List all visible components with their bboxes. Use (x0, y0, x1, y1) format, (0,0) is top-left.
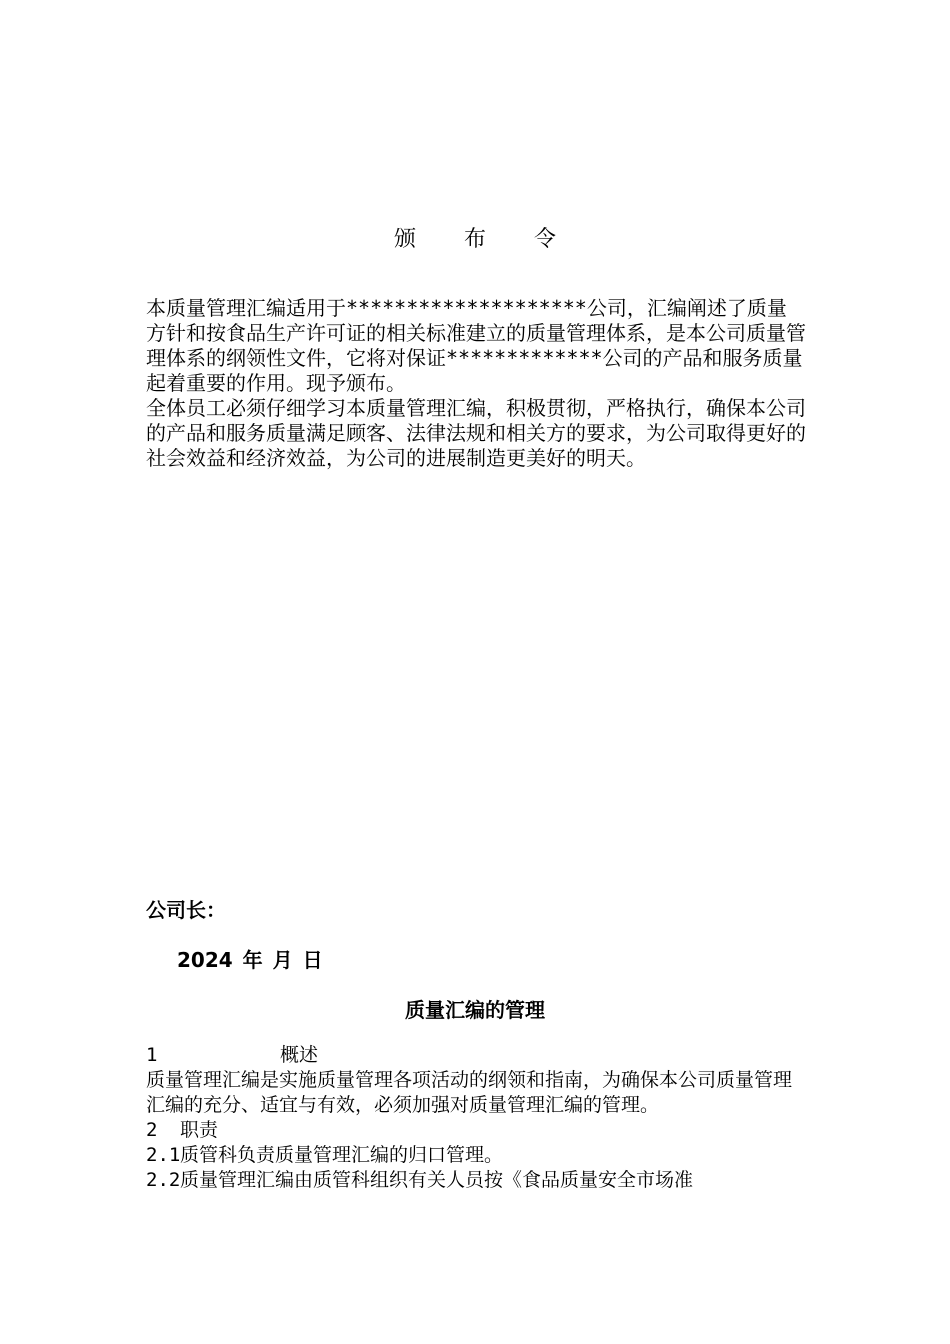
decree-title-char-3: 令 (534, 227, 557, 252)
section-title: 质量汇编的管理 (405, 998, 545, 1022)
decree-paragraph-2: 全体员工必须仔细学习本质量管理汇编，积极贯彻，严格执行，确保本公司的产品和服务质量满足顾客、法律法规和相关方的要求，为公司取得更好的社会效益和经济效益，为公司的进展制造更美好的明天。 (146, 396, 806, 470)
item-2-1 (146, 1143, 806, 1168)
decree-title-char-2: 布 (463, 227, 486, 252)
decree-title-char-1: 颁 (393, 227, 416, 252)
heading-2-number: 2 (146, 1119, 158, 1141)
heading-2 (146, 1118, 806, 1143)
item-2-2-number: 2.2 (146, 1169, 181, 1191)
decree-title (0, 222, 950, 253)
item-2-2 (146, 1168, 806, 1193)
heading-2-title: 职责 (180, 1119, 219, 1141)
item-2-1-text: 质管科负责质量管理汇编的归口管理。 (180, 1144, 504, 1166)
heading-1-number: 1 (146, 1044, 158, 1066)
decree-date (177, 944, 333, 973)
section-body (146, 1043, 806, 1193)
date-month-unit: 月 (272, 948, 293, 972)
signer-label: 公司长： (146, 898, 226, 922)
decree-paragraph-1: 本质量管理汇编适用于********************公司，汇编阐述了质量方针和按食品生产许可证的相关标准建立的质量管理体系，是本公司质量管理体系的纲领性文件，它将对保证*************公司的产品和服务质量起着重要的作用。现予颁布。 (146, 296, 806, 395)
heading-1-title: 概述 (280, 1044, 319, 1066)
overview-text: 质量管理汇编是实施质量管理各项活动的纲领和指南，为确保本公司质量管理汇编的充分、适宜与有效，必须加强对质量管理汇编的管理。 (146, 1069, 793, 1116)
heading-1 (146, 1043, 806, 1068)
date-year-unit: 年 (242, 948, 263, 972)
date-year: 2024 (177, 948, 233, 972)
item-2-1-number: 2.1 (146, 1144, 181, 1166)
date-day-unit: 日 (302, 948, 323, 972)
decree-body (146, 296, 806, 471)
item-2-2-text: 质量管理汇编由质管科组织有关人员按《食品质量安全市场准 (180, 1169, 694, 1191)
